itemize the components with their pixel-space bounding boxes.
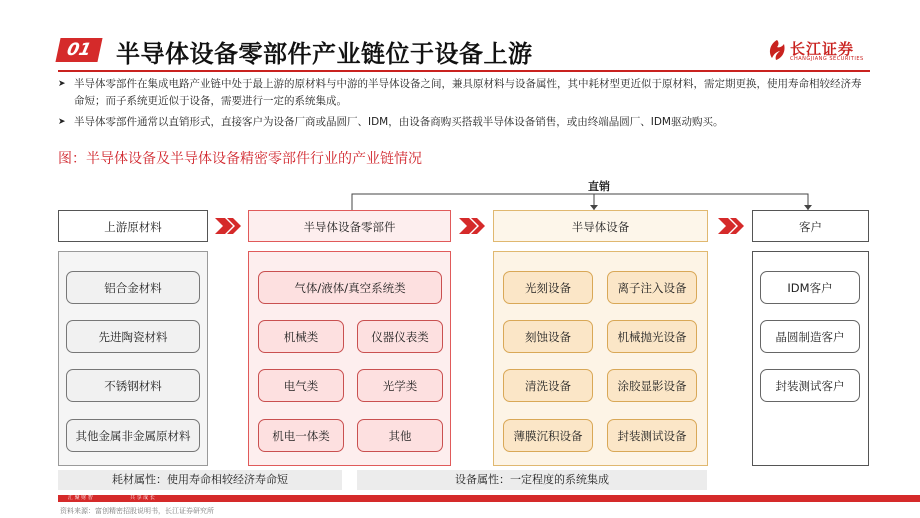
upstream-item: 不锈钢材料: [66, 369, 200, 402]
direct-sales-label: 直销: [588, 180, 610, 193]
equipment-item: 光刻设备: [503, 271, 593, 304]
consumable-attribute-bar: 耗材属性：使用寿命相较经济寿命短: [58, 470, 342, 490]
parts-item: 机电一体类: [258, 419, 344, 452]
company-logo-text: 长江证券: [790, 40, 855, 58]
page-title: 半导体设备零部件产业链位于设备上游: [116, 40, 533, 68]
equipment-item: 涂胶显影设备: [607, 369, 697, 402]
header-customers: 客户: [752, 210, 869, 242]
bullet-point: [58, 114, 868, 131]
footer-slogan: 汇 聚 财 智: [68, 495, 93, 501]
equipment-item: 机械抛光设备: [607, 320, 697, 353]
bullet-arrow-icon: ➤: [58, 79, 66, 89]
company-logo-subtext: CHANGJIANG SECURITIES: [790, 56, 864, 62]
header-parts: 半导体设备零部件: [248, 210, 451, 242]
equipment-item: 薄膜沉积设备: [503, 419, 593, 452]
header-upstream: 上游原材料: [58, 210, 208, 242]
upstream-item: 其他金属非金属原材料: [66, 419, 200, 452]
upstream-item: 先进陶瓷材料: [66, 320, 200, 353]
bullet-text: 半导体零部件在集成电路产业链中处于最上游的原材料与中游的半导体设备之间，兼具原材料与设备属性，其中耗材型更近似于原材料，需定期更换，使用寿命相较经济寿命短；而子系统更近似于设备，需要进行一定的系统集成。: [74, 78, 862, 107]
footer-slogan: 共 享 成 长: [130, 495, 155, 501]
parts-item: 仪器仪表类: [357, 320, 443, 353]
equipment-item: 封装测试设备: [607, 419, 697, 452]
equipment-attribute-bar: 设备属性：一定程度的系统集成: [357, 470, 707, 490]
equipment-item: 刻蚀设备: [503, 320, 593, 353]
company-logo-icon: [766, 38, 788, 62]
parts-item: 其他: [357, 419, 443, 452]
parts-item: 机械类: [258, 320, 344, 353]
parts-item: 气体/液体/真空系统类: [258, 271, 442, 304]
parts-item: 电气类: [258, 369, 344, 402]
customer-item: IDM客户: [760, 271, 860, 304]
direct-sales-connector: [340, 188, 820, 212]
figure-title: 图：半导体设备及半导体设备精密零部件行业的产业链情况: [58, 151, 422, 167]
header-equipment: 半导体设备: [493, 210, 708, 242]
customer-item: 封装测试客户: [760, 369, 860, 402]
footer-bar: [58, 495, 920, 502]
parts-item: 光学类: [357, 369, 443, 402]
chevron-right-icon: [716, 216, 746, 236]
equipment-item: 清洗设备: [503, 369, 593, 402]
source-note: 资料来源：富创精密招股说明书，长江证券研究所: [60, 507, 214, 515]
section-number-badge: [55, 38, 102, 62]
section-number: 01: [65, 40, 93, 60]
bullet-point: [58, 76, 868, 110]
chevron-right-icon: [457, 216, 487, 236]
bullet-arrow-icon: ➤: [58, 117, 66, 127]
title-underline: [58, 70, 870, 72]
customer-item: 晶圆制造客户: [760, 320, 860, 353]
upstream-item: 铝合金材料: [66, 271, 200, 304]
chevron-right-icon: [213, 216, 243, 236]
bullet-text: 半导体零部件通常以直销形式，直接客户为设备厂商或晶圆厂、IDM，由设备商购买搭载半导体设备销售，或由终端晶圆厂、IDM驱动购买。: [74, 116, 724, 128]
equipment-item: 离子注入设备: [607, 271, 697, 304]
